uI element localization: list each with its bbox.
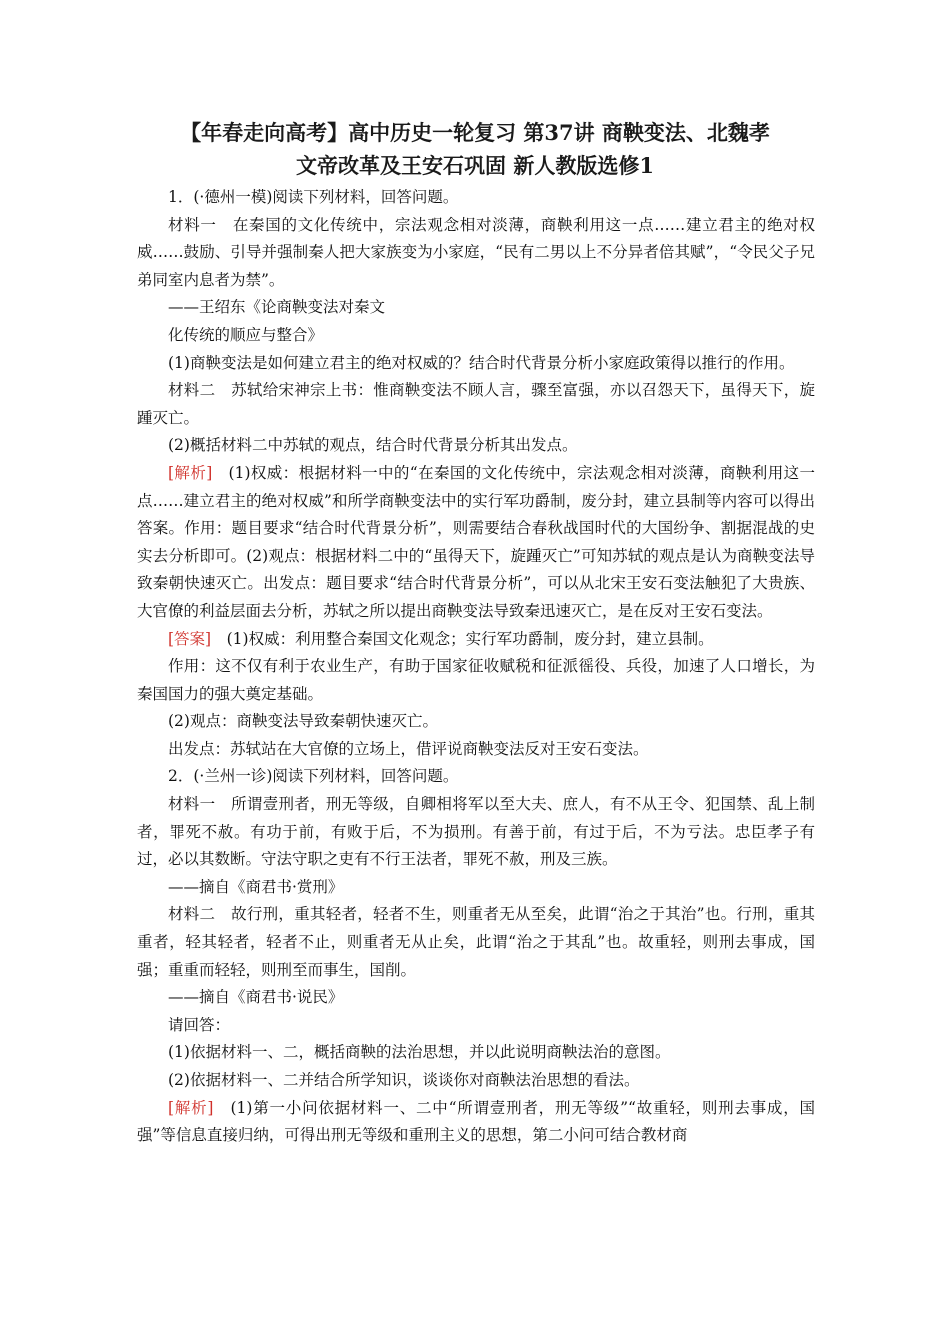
- paragraph-text: 出发点：苏轼站在大官僚的立场上，借评说商鞅变法反对王安石变法。: [168, 739, 649, 758]
- paragraph: [137, 377, 815, 432]
- paragraph: [137, 184, 815, 212]
- paragraph: [137, 1095, 815, 1150]
- paragraph-text: (2)观点：商鞅变法导致秦朝快速灭亡。: [168, 712, 438, 731]
- paragraph-text: 请回答：: [168, 1015, 231, 1034]
- paragraph-text: ——摘自《商君书·说民》: [168, 988, 344, 1007]
- paragraph: [137, 626, 815, 654]
- paragraph: [137, 460, 815, 626]
- document-title: [120, 116, 830, 182]
- paragraph: [137, 984, 815, 1012]
- paragraph: [137, 874, 815, 902]
- paragraph: [137, 736, 815, 764]
- paragraph: [137, 212, 815, 295]
- paragraph-text: ——王绍东《论商鞅变法对秦文: [168, 298, 386, 317]
- paragraph: [137, 322, 815, 350]
- paragraph: [137, 763, 815, 791]
- paragraph-text: ——摘自《商君书·赏刑》: [168, 877, 344, 896]
- section-tag: [解析]: [168, 1098, 214, 1117]
- paragraph: [137, 1067, 815, 1095]
- paragraph-text: 1．(·德州一模)阅读下列材料，回答问题。: [168, 188, 459, 206]
- title-line-1: 【年春走向高考】高中历史一轮复习 第37讲 商鞅变法、北魏孝: [180, 120, 770, 145]
- paragraph-text: (1)商鞅变法是如何建立君主的绝对权威的？结合时代背景分析小家庭政策得以推行的作用。: [168, 353, 795, 372]
- paragraph-text: 2．(·兰州一诊)阅读下列材料，回答问题。: [168, 767, 459, 786]
- section-tag: [解析]: [168, 463, 213, 482]
- document-body: [137, 184, 815, 1150]
- paragraph: [137, 901, 815, 984]
- paragraph: [137, 653, 815, 708]
- paragraph: [137, 294, 815, 322]
- paragraph-text: (1)第一小问依据材料一、二中“所谓壹刑者，刑无等级”“故重轻，则刑去事成，国强”等信息直接归纳，可得出刑无等级和重刑主义的思想，第二小问可结合教材商: [137, 1098, 815, 1145]
- paragraph-text: (1)权威：根据材料一中的“在秦国的文化传统中，宗法观念相对淡薄，商鞅利用这一点……建立君主的绝对权威”和所学商鞅变法中的实行军功爵制，废分封，建立县制等内容可以得出答案。作用：题目要求“结合时代背景分析”，则需要结合春秋战国时代的大国纷争、割据混战的史实去分析即可。(2)观点：根据材料二中的“虽得天下，旋踵灭亡”可知苏轼的观点是认为商鞅变法导致秦朝快速灭亡。出发点：题目要求“结合时代背景分析”，可以从北宋王安石变法触犯了大贵族、大官僚的利益层面去分析，苏轼之所以提出商鞅变法导致秦迅速灭亡，是在反对王安石变法。: [137, 463, 815, 620]
- paragraph-text: 材料二 苏轼给宋神宗上书：惟商鞅变法不顾人言，骤至富强，亦以召怨天下，虽得天下，旋踵灭亡。: [137, 381, 815, 427]
- paragraph-text: 化传统的顺应与整合》: [168, 325, 324, 344]
- paragraph-text: (2)依据材料一、二并结合所学知识，谈谈你对商鞅法治思想的看法。: [168, 1071, 640, 1089]
- paragraph: [137, 1039, 815, 1067]
- paragraph-text: (1)权威：利用整合秦国文化观念；实行军功爵制，废分封，建立县制。: [211, 629, 714, 648]
- paragraph: [137, 432, 815, 460]
- paragraph-text: 材料二 故行刑，重其轻者，轻者不生，则重者无从至矣，此谓“治之于其治”也。行刑，重其重者，轻其轻者，轻者不止，则重者无从止矣，此谓“治之于其乱”也。故重轻，则刑去事成，国强；重重而轻轻，则刑至而事生，国削。: [137, 905, 815, 979]
- paragraph: [137, 350, 815, 378]
- paragraph: [137, 1012, 815, 1040]
- title-line-2: 文帝改革及王安石巩固 新人教版选修1: [296, 153, 654, 178]
- paragraph-text: 材料一 在秦国的文化传统中，宗法观念相对淡薄，商鞅利用这一点……建立君主的绝对权威……鼓励、引导并强制秦人把大家族变为小家庭，“民有二男以上不分异者倍其赋”，“令民父子兄弟同室内息者为禁”。: [137, 215, 815, 289]
- paragraph-text: (2)概括材料二中苏轼的观点，结合时代背景分析其出发点。: [168, 436, 578, 455]
- section-tag: [答案]: [168, 629, 212, 648]
- paragraph-text: 材料一 所谓壹刑者，刑无等级，自卿相将军以至大夫、庶人，有不从王令、犯国禁、乱上制者，罪死不赦。有功于前，有败于后，不为损刑。有善于前，有过于后，不为亏法。忠臣孝子有过，必以其数断。守法守职之吏有不行王法者，罪死不赦，刑及三族。: [137, 795, 815, 869]
- paragraph: [137, 791, 815, 874]
- paragraph-text: (1)依据材料一、二，概括商鞅的法治思想，并以此说明商鞅法治的意图。: [168, 1043, 671, 1062]
- paragraph-text: 作用：这不仅有利于农业生产，有助于国家征收赋税和征派徭役、兵役，加速了人口增长，为秦国国力的强大奠定基础。: [137, 657, 815, 703]
- paragraph: [137, 708, 815, 736]
